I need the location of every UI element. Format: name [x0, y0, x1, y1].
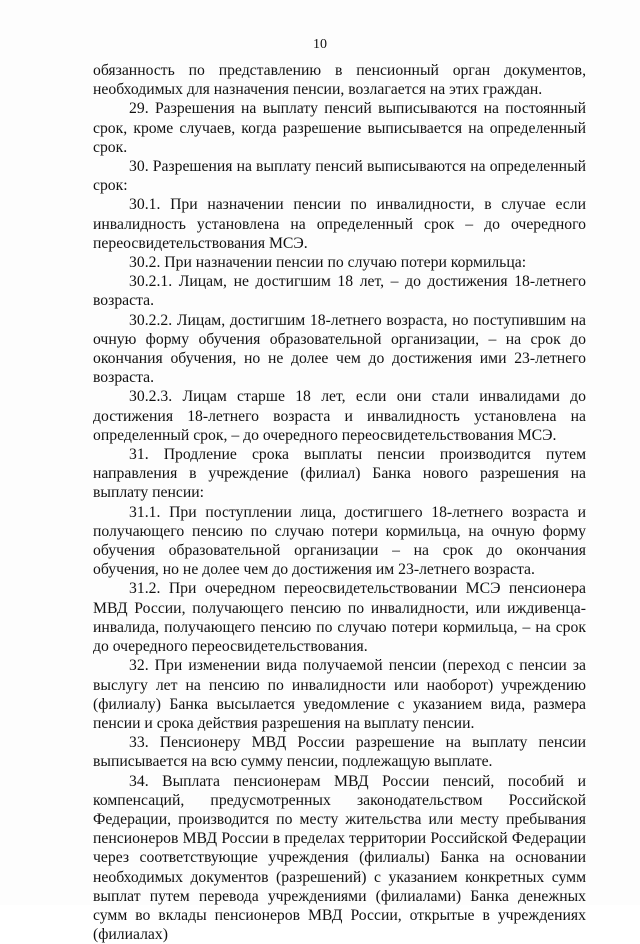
- document-body: [93, 61, 586, 944]
- paragraph-30-1: 30.1. При назначении пенсии по инвалидности, в случае если инвалидность установлена на определенный срок – до очередного переосвидетельствования МСЭ.: [93, 196, 586, 252]
- paragraph-continuation: обязанность по представлению в пенсионный орган документов, необходимых для назначения пенсии, возлагается на этих граждан.: [93, 62, 586, 99]
- paragraph-31: 31. Продление срока выплаты пенсии производится путем направления в учреждение (филиал) Банка нового разрешения на выплату пенсии:: [93, 446, 586, 502]
- paragraph-30-2-2: 30.2.2. Лицам, достигшим 18-летнего возраста, но поступившим на очную форму обучения образовательной организации, – на срок до окончания обучения, но не долее чем до достижения ими 23-летнего возраста.: [93, 311, 586, 387]
- paragraph-30-2: 30.2. При назначении пенсии по случаю потери кормильца:: [129, 254, 527, 272]
- paragraph-30: 30. Разрешения на выплату пенсий выписываются на определенный срок:: [93, 158, 586, 195]
- paragraph-31-2: 31.2. При очередном переосвидетельствовании МСЭ пенсионера МВД России, получающего пенсию по инвалидности, или иждивенца-инвалида, получающего пенсию по случаю потери кормильца, – на срок до очередного переосвидетельствования.: [93, 580, 586, 656]
- paragraph-33: 33. Пенсионеру МВД России разрешение на выплату пенсии выписывается на всю сумму пенсии, подлежащую выплате.: [93, 734, 586, 771]
- paragraph-32: 32. При изменении вида получаемой пенсии (переход с пенсии за выслугу лет на пенсию по инвалидности или наоборот) учреждению (филиалу) Банка высылается уведомление с указанием вида, размера пенсии и срока действия разрешения на выплату пенсии.: [93, 657, 586, 732]
- paragraph-29: 29. Разрешения на выплату пенсий выписываются на постоянный срок, кроме случаев, когда разрешение выписывается на определенный срок.: [93, 100, 586, 156]
- paragraph-30-2-1: 30.2.1. Лицам, не достигшим 18 лет, – до достижения 18-летнего возраста.: [93, 273, 586, 310]
- paragraph-34: 34. Выплата пенсионерам МВД России пенсий, пособий и компенсаций, предусмотренных законодательством Российской Федерации, производится по месту жительства или месту пребывания пенсионеров МВД России в пределах территории Российской Федерации через соответствующие учреждения (филиалы) Банка на основании необходимых документов (разрешений) с указанием конкретных сумм выплат путем перевода учреждениями (филиалами) Банка денежных сумм во вклады пенсионеров МВД России, открытые в учреждениях (филиалах): [93, 772, 586, 944]
- paragraph-30-2-3: 30.2.3. Лицам старше 18 лет, если они стали инвалидами до достижения 18-летнего возраста и инвалидность установлена на определенный срок, – до очередного переосвидетельствования МСЭ.: [93, 388, 586, 444]
- page-number: 10: [313, 37, 327, 52]
- paragraph-31-1: 31.1. При поступлении лица, достигшего 18-летнего возраста и получающего пенсию по случаю потери кормильца, на очную форму обучения образовательной организации – на срок до окончания обучения, но не долее чем до достижения им 23-летнего возраста.: [93, 503, 586, 579]
